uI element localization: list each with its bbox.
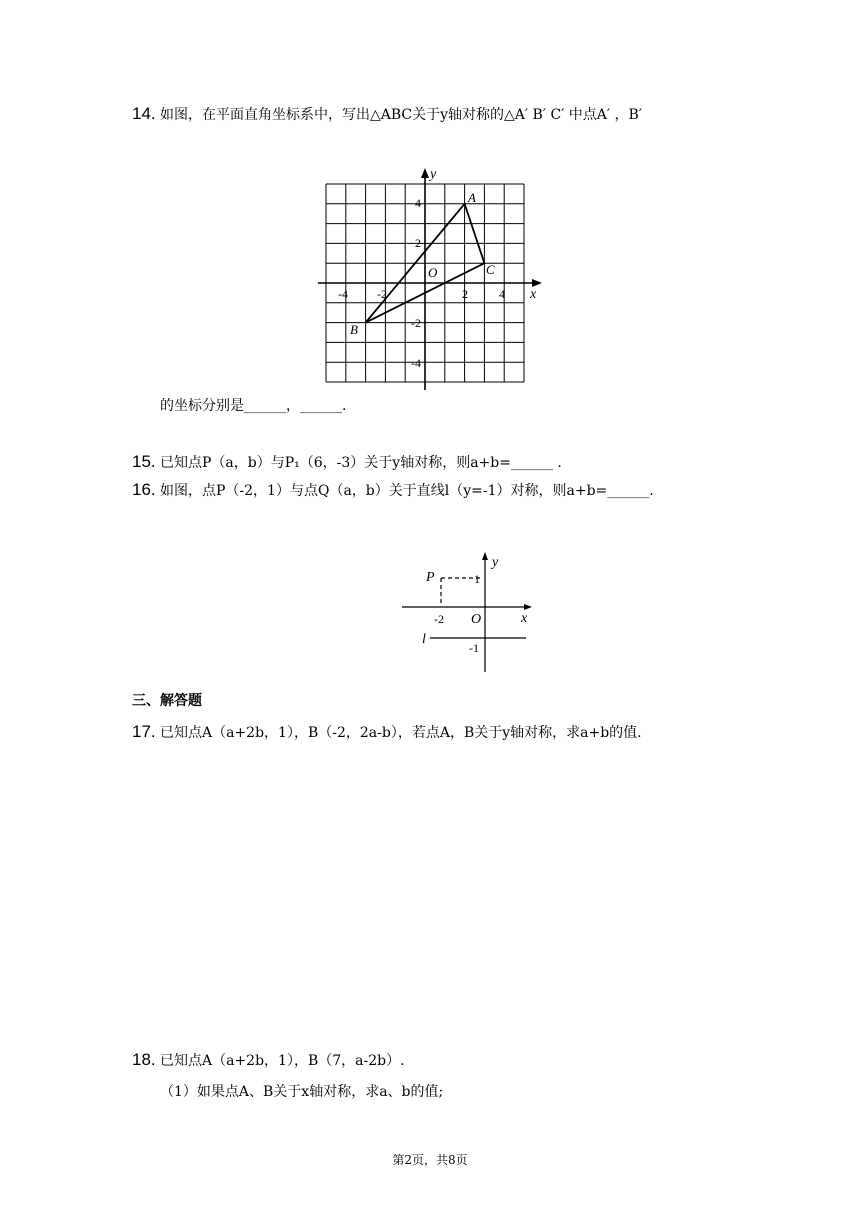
- question-15: [132, 452, 562, 473]
- question-18-part-1: （1）如果点A、B关于x轴对称，求a、b的值;: [160, 1084, 444, 1100]
- question-number: 17.: [132, 722, 156, 741]
- question-text: 已知点A（a+2b，1），B（-2，2a-b），若点A，B关于y轴对称，求a+b的值.: [160, 725, 642, 741]
- page-footer: 第2页，共8页: [392, 1153, 468, 1167]
- x-axis-label: x: [521, 611, 528, 626]
- question-17: [132, 722, 642, 743]
- x-axis-arrow: [532, 279, 542, 287]
- question-14: [132, 104, 642, 125]
- tick-x-neg2: -2: [434, 612, 444, 626]
- section-heading: 三、解答题: [132, 693, 202, 709]
- y-axis-arrow: [421, 168, 429, 178]
- y-axis-arrow: [482, 552, 488, 560]
- tick-x-4: 4: [499, 287, 505, 301]
- question-text: 如图，在平面直角坐标系中，写出△ABC关于y轴对称的△A′ B′ C′ 中点A′ ，B′: [160, 107, 643, 123]
- question-text: 已知点P（a，b）与P₁（6，-3）关于y轴对称，则a+b=______ .: [160, 455, 562, 471]
- y-axis-label: y: [430, 167, 437, 182]
- vertex-a-label: A: [468, 190, 476, 205]
- point-p-label: P: [426, 570, 435, 585]
- tick-y-neg2: -2: [411, 316, 421, 330]
- x-axis-arrow: [524, 604, 532, 610]
- origin-label: O: [471, 612, 482, 627]
- tick-y-4: 4: [415, 196, 421, 210]
- question-number: 15.: [132, 452, 156, 471]
- figure-16-symmetry-diagram: [400, 548, 550, 676]
- tick-y-neg1: -1: [469, 641, 479, 655]
- question-number: 18.: [132, 1050, 156, 1069]
- question-text: 已知点A（a+2b，1），B（7，a-2b）.: [160, 1053, 405, 1069]
- tick-x-neg2: -2: [377, 287, 387, 301]
- tick-x-neg4: -4: [338, 287, 348, 301]
- question-number: 16.: [132, 480, 156, 499]
- question-text: 如图，点P（-2，1）与点Q（a，b）关于直线l（y=-1）对称，则a+b=______.: [160, 483, 654, 499]
- question-14-continuation: 的坐标分别是______，______.: [160, 398, 347, 414]
- figure-14-coordinate-grid: [316, 162, 556, 392]
- question-16: [132, 480, 654, 501]
- tick-y-2: 2: [415, 236, 421, 250]
- origin-label: O: [428, 265, 438, 280]
- vertex-c-label: C: [486, 262, 495, 277]
- question-18: [132, 1050, 405, 1071]
- tick-y-neg4: -4: [411, 356, 421, 370]
- axes: [318, 172, 538, 390]
- vertex-b-label: B: [350, 322, 358, 337]
- tick-x-2: 2: [462, 287, 468, 301]
- axes: [402, 556, 528, 672]
- question-number: 14.: [132, 104, 156, 123]
- x-axis-label: x: [530, 287, 537, 302]
- line-l-label: l: [422, 632, 426, 647]
- tick-y-1: 1: [474, 572, 480, 586]
- y-axis-label: y: [492, 555, 499, 570]
